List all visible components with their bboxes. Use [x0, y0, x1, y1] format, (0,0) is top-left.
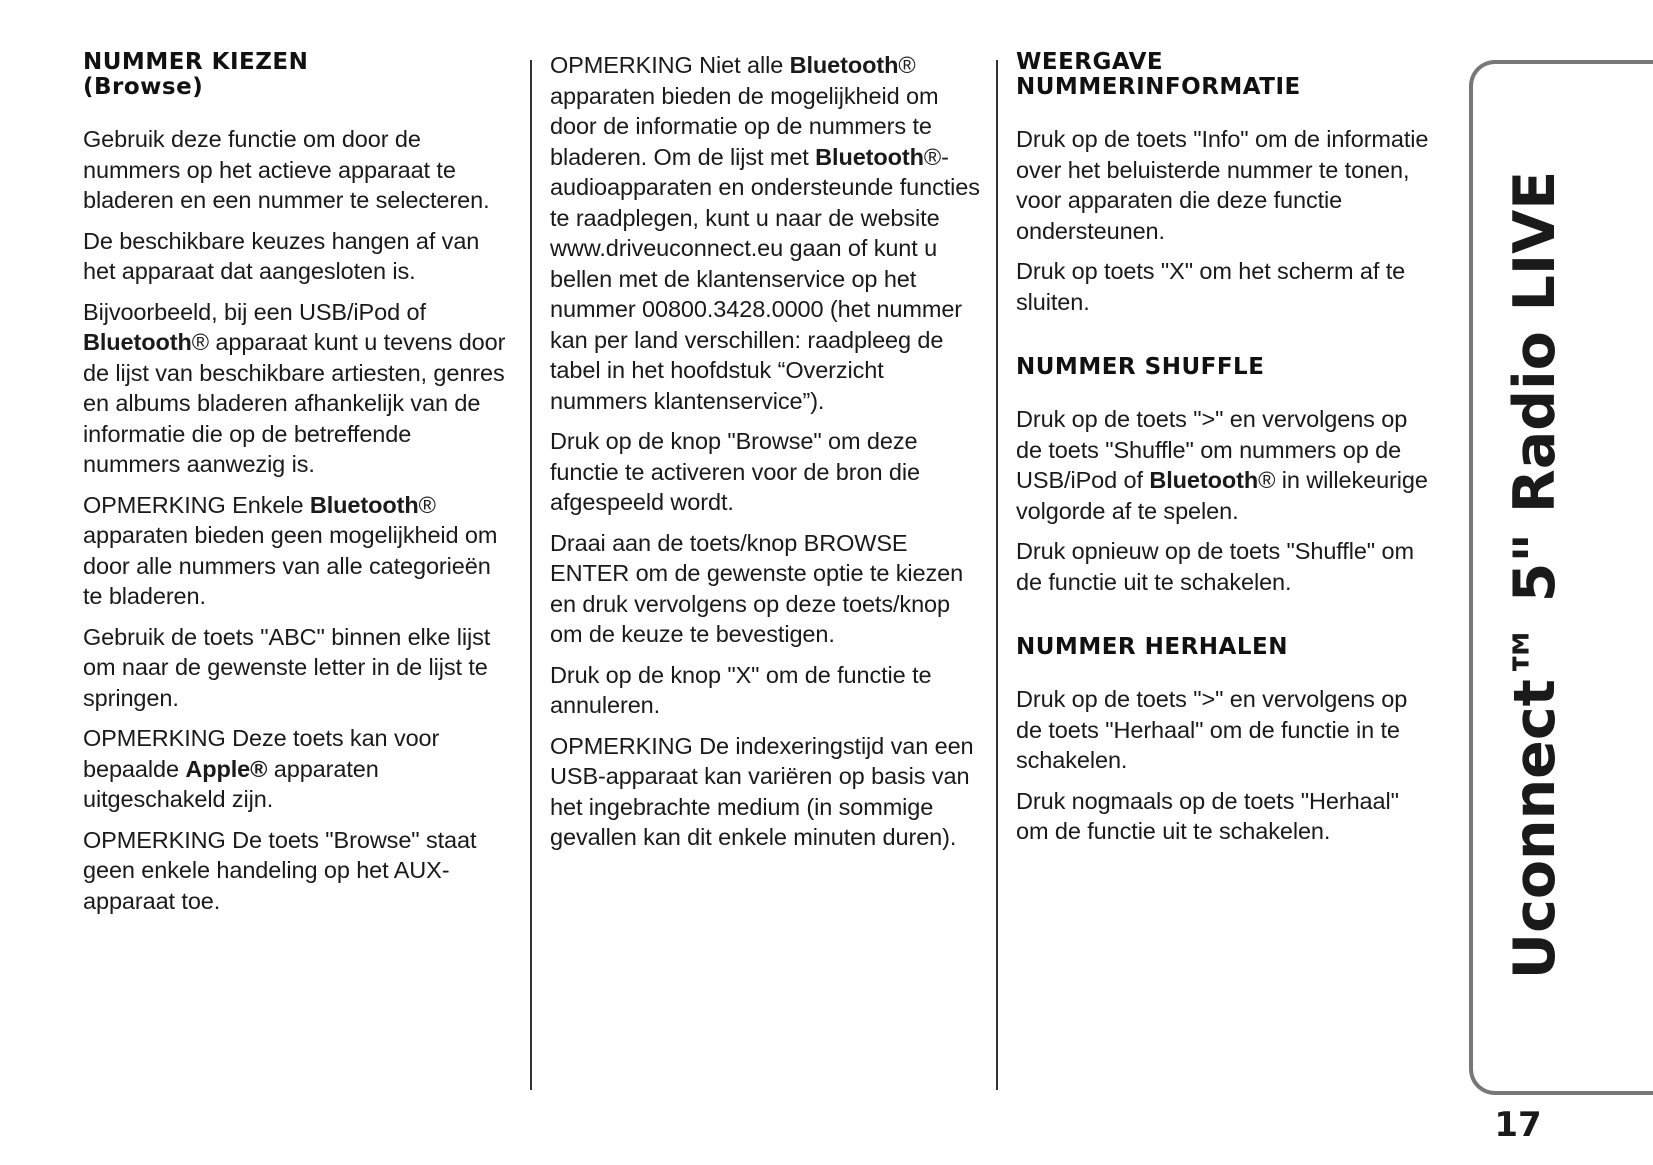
section-heading-track-info — [1016, 50, 1436, 100]
paragraph: Druk op de toets ">" en vervolgens op de toets "Shuffle" om nummers op de USB/iPod of Bluetooth® in willekeurige volgorde af te spelen. — [1016, 406, 1428, 524]
column-middle — [550, 50, 982, 863]
paragraph: Druk op de knop "Browse" om deze functie te activeren voor de bron die afgespeeld wordt. — [550, 428, 920, 515]
section-heading-shuffle: NUMMER SHUFFLE — [1016, 354, 1265, 380]
note-paragraph: OPMERKING De toets "Browse" staat geen enkele handeling op het AUX-apparaat toe. — [83, 826, 477, 914]
paragraph: Druk op de toets "Info" om de informatie over het beluisterde nummer te tonen, voor apparaten die deze functie ondersteunen. — [1016, 126, 1429, 244]
paragraph: Druk op toets "X" om het scherm af te sluiten. — [1016, 258, 1406, 315]
section-heading-browse — [83, 50, 513, 100]
heading-line: (Browse) — [83, 74, 204, 100]
heading-line: NUMMER KIEZEN — [83, 49, 309, 75]
page-number: 17 — [1494, 1105, 1542, 1145]
column-left — [83, 50, 513, 926]
heading-line: NUMMERINFORMATIE — [1016, 74, 1301, 100]
column-divider — [996, 60, 998, 1090]
paragraph: Draai aan de toets/knop BROWSE ENTER om de gewenste optie te kiezen en druk vervolgens op deze toets/knop om de keuze te bevestigen. — [550, 529, 964, 647]
section-heading-repeat: NUMMER HERHALEN — [1016, 634, 1288, 660]
note-paragraph: OPMERKING Deze toets kan voor bepaalde Apple® apparaten uitgeschakeld zijn. — [83, 725, 440, 812]
column-divider — [530, 60, 532, 1090]
paragraph: Bijvoorbeeld, bij een USB/iPod of Bluetooth® apparaat kunt u tevens door de lijst van beschikbare artiesten, genres en albums bladeren afhankelijk van de informatie die op de betreffende nummers aanwezig is. — [83, 298, 506, 477]
chapter-title: Uconnect™ 5" Radio LIVE — [1502, 170, 1568, 980]
heading-line: WEERGAVE — [1016, 49, 1164, 75]
paragraph: Gebruik deze functie om door de nummers op het actieve apparaat te bladeren en een nummer te selecteren. — [83, 126, 490, 213]
note-paragraph: OPMERKING Niet alle Bluetooth® apparaten bieden de mogelijkheid om door de informatie op de nummers te bladeren. Om de lijst met Bluetooth®-audioapparaten en ondersteunde functies te raadplegen, kunt u naar de website www.driveuconnect.eu gaan of kunt u bellen met de klantenservice op het nummer 00800.3428.0000 (het nummer kan per land verschillen: raadpleeg de tabel in het hoofdstuk “Overzicht nummers klantenservice”). — [550, 52, 980, 414]
note-paragraph: OPMERKING De indexeringstijd van een USB-apparaat kan variëren op basis van het ingebrachte medium (in sommige gevallen kan dit enkele minuten duren). — [550, 732, 974, 850]
paragraph: Druk nogmaals op de toets "Herhaal" om de functie uit te schakelen. — [1016, 787, 1399, 844]
note-paragraph: OPMERKING Enkele Bluetooth® apparaten bieden geen mogelijkheid om door alle nummers van alle categorieën te bladeren. — [83, 491, 498, 609]
column-right — [1016, 50, 1436, 857]
paragraph: Druk op de knop "X" om de functie te annuleren. — [550, 661, 932, 718]
paragraph: De beschikbare keuzes hangen af van het apparaat dat aangesloten is. — [83, 227, 480, 284]
paragraph: Druk op de toets ">" en vervolgens op de toets "Herhaal" om de functie in te schakelen. — [1016, 686, 1408, 773]
paragraph: Druk opnieuw op de toets "Shuffle" om de functie uit te schakelen. — [1016, 538, 1414, 595]
paragraph: Gebruik de toets "ABC" binnen elke lijst om naar de gewenste letter in de lijst te springen. — [83, 623, 491, 711]
